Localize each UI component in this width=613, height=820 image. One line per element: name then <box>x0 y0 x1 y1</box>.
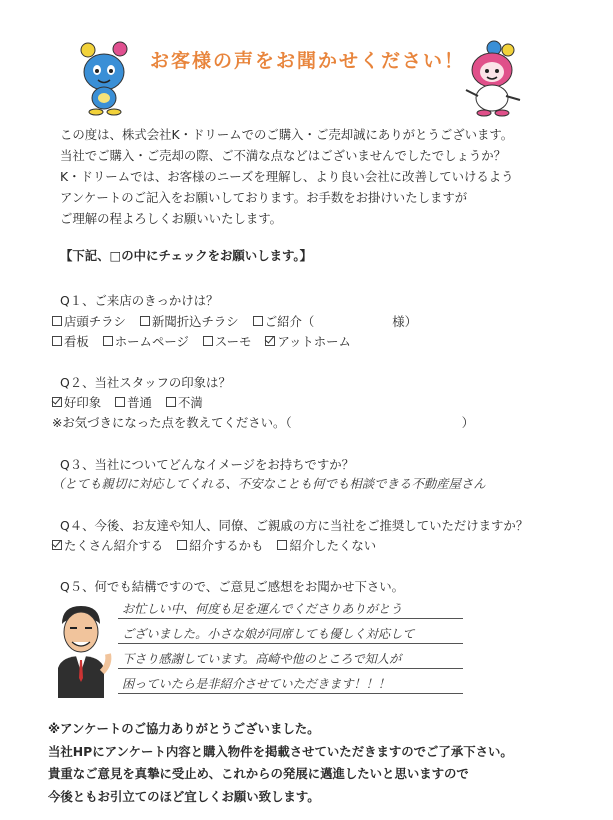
q2-note <box>52 413 474 431</box>
q5-question: Q５、何でも結構ですので、ご意見ご感想をお聞かせ下さい。 <box>60 579 405 594</box>
q2-option-good[interactable]: 好印象 <box>52 393 101 411</box>
ruled-line <box>118 618 463 619</box>
page-title: お客様の声をお聞かせください！ <box>150 50 466 72</box>
q1-option-suumo[interactable]: スーモ <box>203 332 252 350</box>
staff-illustration-icon <box>48 602 114 698</box>
q3-answer: （とても親切に対応してくれる、不安なことも何でも相談できる不動産屋さん <box>52 476 486 491</box>
q1-option-athome[interactable]: アットホーム <box>265 332 350 350</box>
q2-question: Q２、当社スタッフの印象は？ <box>60 375 231 390</box>
q5-answer-area <box>118 594 463 698</box>
q2-option-average[interactable]: 普通 <box>115 393 152 411</box>
q2-note-close: ） <box>461 415 474 430</box>
checkbox[interactable] <box>166 397 176 407</box>
q1-referral-suffix: 様） <box>392 314 418 329</box>
q1-row2 <box>52 332 365 350</box>
mascot-right-icon <box>458 40 526 118</box>
footer-line: 今後ともお引立てのほど宜しくお願い致します。 <box>48 788 320 804</box>
checkbox-checked[interactable] <box>265 336 275 346</box>
checkbox[interactable] <box>203 336 213 346</box>
q1-option-storefront-flyer[interactable]: 店頭チラシ <box>52 312 126 330</box>
q3-question: Q３、当社についてどんなイメージをお持ちですか？ <box>60 457 354 472</box>
q5-answer-line: 困っていたら是非紹介させていただきます！！！ <box>122 677 391 691</box>
q4-option-many[interactable]: たくさん紹介する <box>52 536 163 554</box>
checkbox[interactable] <box>52 336 62 346</box>
q1-option-newspaper-flyer[interactable]: 新聞折込チラシ <box>140 312 239 330</box>
q5-answer-line: 下さり感謝しています。高崎や他のところで知人が <box>122 652 402 666</box>
q1-option-referral[interactable]: ご紹介（ <box>253 312 315 330</box>
checkbox[interactable] <box>177 540 187 550</box>
q2-options <box>52 393 217 411</box>
ruled-line <box>118 693 463 694</box>
checkbox[interactable] <box>52 316 62 326</box>
intro-line: アンケートのご記入をお願いしております。お手数をお掛けいたしますが <box>60 190 468 205</box>
instruction-heading: 【下記、□の中にチェックをお願いします。】 <box>60 248 312 263</box>
q1-option-homepage[interactable]: ホームページ <box>103 332 189 350</box>
checkbox-checked[interactable] <box>52 397 62 407</box>
q5-answer-line: お忙しい中、何度も足を運んでくださりありがとう <box>122 602 403 616</box>
q1-question: Q１、ご来店のきっかけは？ <box>60 293 219 308</box>
intro-line: ご理解の程よろしくお願いいたします。 <box>60 211 283 226</box>
checkbox[interactable] <box>115 397 125 407</box>
checkbox[interactable] <box>277 540 287 550</box>
q4-option-maybe[interactable]: 紹介するかも <box>177 536 263 554</box>
footer-line: 当社HPにアンケート内容と購入物件を掲載させていただきますのでご了承下さい。 <box>48 743 513 759</box>
q4-options <box>52 536 390 554</box>
ruled-line <box>118 668 463 669</box>
footer-notes <box>48 718 513 808</box>
footer-line: 貴重なご意見を真摯に受止め、これからの発展に邁進したいと思いますので <box>48 766 469 781</box>
checkbox[interactable] <box>140 316 150 326</box>
q1-option-signboard[interactable]: 看板 <box>52 332 89 350</box>
checkbox[interactable] <box>103 336 113 346</box>
q2-option-dissatisfied[interactable]: 不満 <box>166 393 203 411</box>
q5-answer-line: ございました。小さな娘が同席しても優しく対応して <box>122 627 415 641</box>
intro-line: この度は、株式会社K・ドリームでのご購入・ご売却誠にありがとうございます。 <box>60 127 514 142</box>
intro-paragraph <box>60 124 514 229</box>
intro-line: 当社でご購入・ご売却の際、ご不満な点などはございませんでしたでしょうか？ <box>60 148 507 163</box>
intro-line: K・ドリームでは、お客様のニーズを理解し、より良い会社に改善していけるよう <box>60 169 514 184</box>
mascot-left-icon <box>74 40 136 116</box>
ruled-line <box>118 643 463 644</box>
q4-question: Q４、今後、お友達や知人、同僚、ご親戚の方に当社をご推奨していただけますか？ <box>60 518 529 533</box>
q2-note-label: ※お気づきになった点を教えてください。（ <box>52 415 292 430</box>
checkbox[interactable] <box>253 316 263 326</box>
checkbox-checked[interactable] <box>52 540 62 550</box>
q1-row1 <box>52 312 417 330</box>
q4-option-no[interactable]: 紹介したくない <box>277 536 376 554</box>
footer-line: ※アンケートのご協力ありがとうございました。 <box>48 721 320 736</box>
